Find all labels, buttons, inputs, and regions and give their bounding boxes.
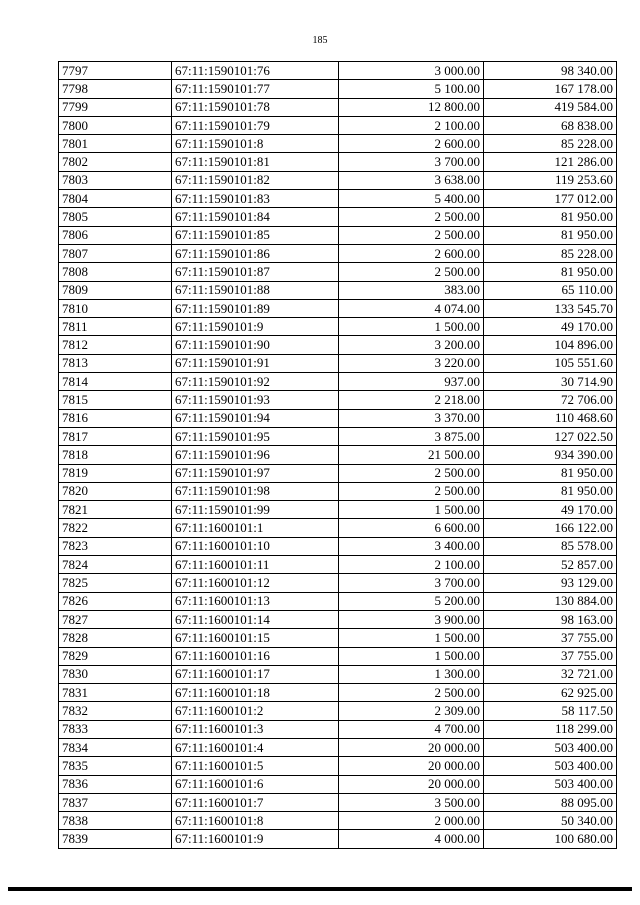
area-cell: 2 500.00 <box>339 208 484 226</box>
cadastral-value-cell: 104 896.00 <box>484 336 617 354</box>
cadastral-value-cell: 166 122.00 <box>484 519 617 537</box>
table-row <box>59 556 617 574</box>
table-row <box>59 62 617 80</box>
table-row <box>59 501 617 519</box>
cadastral-number-cell: 67:11:1590101:76 <box>172 62 339 80</box>
area-cell: 3 000.00 <box>339 62 484 80</box>
cadastral-number-cell: 67:11:1600101:17 <box>172 665 339 683</box>
area-cell: 2 500.00 <box>339 263 484 281</box>
table-row <box>59 171 617 189</box>
area-cell: 1 500.00 <box>339 501 484 519</box>
table-row <box>59 684 617 702</box>
cadastral-number-cell: 67:11:1590101:93 <box>172 391 339 409</box>
table-row <box>59 574 617 592</box>
table-row <box>59 391 617 409</box>
cadastral-number-cell: 67:11:1590101:89 <box>172 299 339 317</box>
area-cell: 3 200.00 <box>339 336 484 354</box>
cadastral-value-cell: 37 755.00 <box>484 629 617 647</box>
cadastral-value-cell: 52 857.00 <box>484 556 617 574</box>
cadastral-number-cell: 67:11:1600101:11 <box>172 556 339 574</box>
cadastral-number-cell: 67:11:1590101:82 <box>172 171 339 189</box>
row-number-cell: 7803 <box>59 171 172 189</box>
cadastral-value-cell: 934 390.00 <box>484 446 617 464</box>
cadastral-number-cell: 67:11:1590101:92 <box>172 373 339 391</box>
table-row <box>59 244 617 262</box>
footer-divider <box>8 887 632 891</box>
area-cell: 2 500.00 <box>339 464 484 482</box>
row-number-cell: 7806 <box>59 226 172 244</box>
area-cell: 3 875.00 <box>339 427 484 445</box>
cadastral-number-cell: 67:11:1590101:83 <box>172 190 339 208</box>
area-cell: 3 370.00 <box>339 409 484 427</box>
area-cell: 4 074.00 <box>339 299 484 317</box>
cadastral-number-cell: 67:11:1590101:77 <box>172 80 339 98</box>
area-cell: 383.00 <box>339 281 484 299</box>
area-cell: 2 600.00 <box>339 135 484 153</box>
cadastral-value-cell: 62 925.00 <box>484 684 617 702</box>
table-row <box>59 299 617 317</box>
area-cell: 3 220.00 <box>339 354 484 372</box>
row-number-cell: 7808 <box>59 263 172 281</box>
row-number-cell: 7805 <box>59 208 172 226</box>
table-row <box>59 702 617 720</box>
cadastral-value-cell: 503 400.00 <box>484 757 617 775</box>
cadastral-value-cell: 68 838.00 <box>484 116 617 134</box>
row-number-cell: 7819 <box>59 464 172 482</box>
cadastral-value-cell: 32 721.00 <box>484 665 617 683</box>
table-row <box>59 775 617 793</box>
table-row <box>59 80 617 98</box>
area-cell: 2 100.00 <box>339 116 484 134</box>
cadastral-value-cell: 105 551.60 <box>484 354 617 372</box>
cadastral-number-cell: 67:11:1590101:90 <box>172 336 339 354</box>
cadastral-value-cell: 81 950.00 <box>484 208 617 226</box>
table-row <box>59 373 617 391</box>
cadastral-number-cell: 67:11:1590101:95 <box>172 427 339 445</box>
cadastral-value-cell: 100 680.00 <box>484 830 617 848</box>
row-number-cell: 7828 <box>59 629 172 647</box>
cadastral-value-cell: 419 584.00 <box>484 98 617 116</box>
table-row <box>59 98 617 116</box>
table-row <box>59 757 617 775</box>
area-cell: 4 000.00 <box>339 830 484 848</box>
row-number-cell: 7826 <box>59 592 172 610</box>
row-number-cell: 7816 <box>59 409 172 427</box>
area-cell: 20 000.00 <box>339 775 484 793</box>
table-row <box>59 629 617 647</box>
cadastral-number-cell: 67:11:1590101:99 <box>172 501 339 519</box>
table-row <box>59 537 617 555</box>
row-number-cell: 7833 <box>59 720 172 738</box>
cadastral-number-cell: 67:11:1600101:9 <box>172 830 339 848</box>
row-number-cell: 7831 <box>59 684 172 702</box>
cadastral-value-cell: 81 950.00 <box>484 263 617 281</box>
area-cell: 3 400.00 <box>339 537 484 555</box>
area-cell: 1 500.00 <box>339 647 484 665</box>
table-row <box>59 427 617 445</box>
cadastral-value-cell: 81 950.00 <box>484 482 617 500</box>
row-number-cell: 7821 <box>59 501 172 519</box>
table-row <box>59 354 617 372</box>
area-cell: 1 300.00 <box>339 665 484 683</box>
cadastral-number-cell: 67:11:1600101:15 <box>172 629 339 647</box>
area-cell: 1 500.00 <box>339 318 484 336</box>
table-row <box>59 519 617 537</box>
cadastral-value-cell: 118 299.00 <box>484 720 617 738</box>
row-number-cell: 7811 <box>59 318 172 336</box>
row-number-cell: 7797 <box>59 62 172 80</box>
cadastral-number-cell: 67:11:1590101:87 <box>172 263 339 281</box>
table-row <box>59 409 617 427</box>
cadastral-value-cell: 127 022.50 <box>484 427 617 445</box>
cadastral-value-cell: 177 012.00 <box>484 190 617 208</box>
table-row <box>59 793 617 811</box>
area-cell: 3 500.00 <box>339 793 484 811</box>
table-row <box>59 318 617 336</box>
area-cell: 20 000.00 <box>339 738 484 756</box>
table-row <box>59 720 617 738</box>
table-row <box>59 830 617 848</box>
table-row <box>59 281 617 299</box>
cadastral-value-cell: 503 400.00 <box>484 775 617 793</box>
row-number-cell: 7809 <box>59 281 172 299</box>
row-number-cell: 7812 <box>59 336 172 354</box>
row-number-cell: 7807 <box>59 244 172 262</box>
area-cell: 5 400.00 <box>339 190 484 208</box>
area-cell: 2 500.00 <box>339 482 484 500</box>
table-row <box>59 135 617 153</box>
cadastral-value-cell: 85 228.00 <box>484 135 617 153</box>
cadastral-number-cell: 67:11:1600101:3 <box>172 720 339 738</box>
cadastral-number-cell: 67:11:1590101:84 <box>172 208 339 226</box>
cadastral-number-cell: 67:11:1600101:16 <box>172 647 339 665</box>
area-cell: 6 600.00 <box>339 519 484 537</box>
table-row <box>59 812 617 830</box>
table-row <box>59 153 617 171</box>
cadastral-value-cell: 88 095.00 <box>484 793 617 811</box>
row-number-cell: 7835 <box>59 757 172 775</box>
table-body <box>59 62 617 849</box>
row-number-cell: 7799 <box>59 98 172 116</box>
row-number-cell: 7810 <box>59 299 172 317</box>
area-cell: 5 200.00 <box>339 592 484 610</box>
cadastral-number-cell: 67:11:1600101:6 <box>172 775 339 793</box>
row-number-cell: 7802 <box>59 153 172 171</box>
cadastral-number-cell: 67:11:1590101:97 <box>172 464 339 482</box>
cadastral-number-cell: 67:11:1590101:94 <box>172 409 339 427</box>
table-row <box>59 610 617 628</box>
cadastral-number-cell: 67:11:1590101:86 <box>172 244 339 262</box>
row-number-cell: 7815 <box>59 391 172 409</box>
row-number-cell: 7800 <box>59 116 172 134</box>
cadastral-value-cell: 98 340.00 <box>484 62 617 80</box>
table-row <box>59 190 617 208</box>
cadastral-value-cell: 85 578.00 <box>484 537 617 555</box>
cadastral-value-cell: 130 884.00 <box>484 592 617 610</box>
table-row <box>59 464 617 482</box>
row-number-cell: 7822 <box>59 519 172 537</box>
area-cell: 2 000.00 <box>339 812 484 830</box>
cadastral-number-cell: 67:11:1590101:91 <box>172 354 339 372</box>
area-cell: 2 309.00 <box>339 702 484 720</box>
row-number-cell: 7804 <box>59 190 172 208</box>
cadastral-number-cell: 67:11:1600101:18 <box>172 684 339 702</box>
cadastral-number-cell: 67:11:1600101:2 <box>172 702 339 720</box>
cadastral-value-cell: 119 253.60 <box>484 171 617 189</box>
area-cell: 2 500.00 <box>339 226 484 244</box>
area-cell: 2 218.00 <box>339 391 484 409</box>
table-row <box>59 263 617 281</box>
table-row <box>59 592 617 610</box>
row-number-cell: 7823 <box>59 537 172 555</box>
cadastral-number-cell: 67:11:1590101:98 <box>172 482 339 500</box>
row-number-cell: 7825 <box>59 574 172 592</box>
area-cell: 2 600.00 <box>339 244 484 262</box>
row-number-cell: 7818 <box>59 446 172 464</box>
row-number-cell: 7836 <box>59 775 172 793</box>
area-cell: 3 700.00 <box>339 574 484 592</box>
area-cell: 4 700.00 <box>339 720 484 738</box>
cadastral-value-cell: 85 228.00 <box>484 244 617 262</box>
row-number-cell: 7827 <box>59 610 172 628</box>
row-number-cell: 7798 <box>59 80 172 98</box>
cadastral-value-cell: 98 163.00 <box>484 610 617 628</box>
table-row <box>59 482 617 500</box>
page-number: 185 <box>312 35 328 46</box>
row-number-cell: 7834 <box>59 738 172 756</box>
cadastral-value-cell: 121 286.00 <box>484 153 617 171</box>
cadastral-value-cell: 30 714.90 <box>484 373 617 391</box>
area-cell: 3 900.00 <box>339 610 484 628</box>
cadastral-value-cell: 65 110.00 <box>484 281 617 299</box>
area-cell: 12 800.00 <box>339 98 484 116</box>
row-number-cell: 7820 <box>59 482 172 500</box>
cadastral-number-cell: 67:11:1600101:8 <box>172 812 339 830</box>
cadastral-number-cell: 67:11:1590101:9 <box>172 318 339 336</box>
row-number-cell: 7829 <box>59 647 172 665</box>
cadastral-number-cell: 67:11:1590101:85 <box>172 226 339 244</box>
cadastral-value-cell: 93 129.00 <box>484 574 617 592</box>
table-row <box>59 336 617 354</box>
table-row <box>59 208 617 226</box>
cadastral-value-cell: 110 468.60 <box>484 409 617 427</box>
cadastral-number-cell: 67:11:1600101:5 <box>172 757 339 775</box>
row-number-cell: 7801 <box>59 135 172 153</box>
cadastral-number-cell: 67:11:1600101:4 <box>172 738 339 756</box>
row-number-cell: 7813 <box>59 354 172 372</box>
cadastral-value-cell: 133 545.70 <box>484 299 617 317</box>
table-row <box>59 226 617 244</box>
cadastral-number-cell: 67:11:1600101:1 <box>172 519 339 537</box>
table-row <box>59 647 617 665</box>
cadastral-number-cell: 67:11:1590101:88 <box>172 281 339 299</box>
area-cell: 1 500.00 <box>339 629 484 647</box>
area-cell: 21 500.00 <box>339 446 484 464</box>
cadastral-value-cell: 50 340.00 <box>484 812 617 830</box>
area-cell: 937.00 <box>339 373 484 391</box>
cadastral-value-cell: 49 170.00 <box>484 501 617 519</box>
area-cell: 3 700.00 <box>339 153 484 171</box>
table-row <box>59 446 617 464</box>
cadastral-number-cell: 67:11:1600101:13 <box>172 592 339 610</box>
cadastral-number-cell: 67:11:1600101:14 <box>172 610 339 628</box>
row-number-cell: 7817 <box>59 427 172 445</box>
cadastral-number-cell: 67:11:1590101:96 <box>172 446 339 464</box>
cadastral-number-cell: 67:11:1600101:7 <box>172 793 339 811</box>
area-cell: 5 100.00 <box>339 80 484 98</box>
cadastral-value-cell: 81 950.00 <box>484 226 617 244</box>
cadastral-number-cell: 67:11:1600101:10 <box>172 537 339 555</box>
cadastral-number-cell: 67:11:1590101:79 <box>172 116 339 134</box>
cadastral-value-cell: 49 170.00 <box>484 318 617 336</box>
table-row <box>59 665 617 683</box>
row-number-cell: 7824 <box>59 556 172 574</box>
area-cell: 3 638.00 <box>339 171 484 189</box>
row-number-cell: 7814 <box>59 373 172 391</box>
row-number-cell: 7839 <box>59 830 172 848</box>
cadastral-number-cell: 67:11:1590101:8 <box>172 135 339 153</box>
table-row <box>59 116 617 134</box>
cadastral-value-cell: 81 950.00 <box>484 464 617 482</box>
area-cell: 2 500.00 <box>339 684 484 702</box>
cadastral-number-cell: 67:11:1590101:78 <box>172 98 339 116</box>
area-cell: 20 000.00 <box>339 757 484 775</box>
row-number-cell: 7830 <box>59 665 172 683</box>
cadastral-number-cell: 67:11:1600101:12 <box>172 574 339 592</box>
row-number-cell: 7837 <box>59 793 172 811</box>
table-row <box>59 738 617 756</box>
cadastral-value-cell: 503 400.00 <box>484 738 617 756</box>
row-number-cell: 7832 <box>59 702 172 720</box>
cadastral-value-table <box>58 61 617 849</box>
cadastral-number-cell: 67:11:1590101:81 <box>172 153 339 171</box>
area-cell: 2 100.00 <box>339 556 484 574</box>
cadastral-value-cell: 167 178.00 <box>484 80 617 98</box>
row-number-cell: 7838 <box>59 812 172 830</box>
cadastral-value-cell: 58 117.50 <box>484 702 617 720</box>
cadastral-value-cell: 72 706.00 <box>484 391 617 409</box>
cadastral-value-cell: 37 755.00 <box>484 647 617 665</box>
